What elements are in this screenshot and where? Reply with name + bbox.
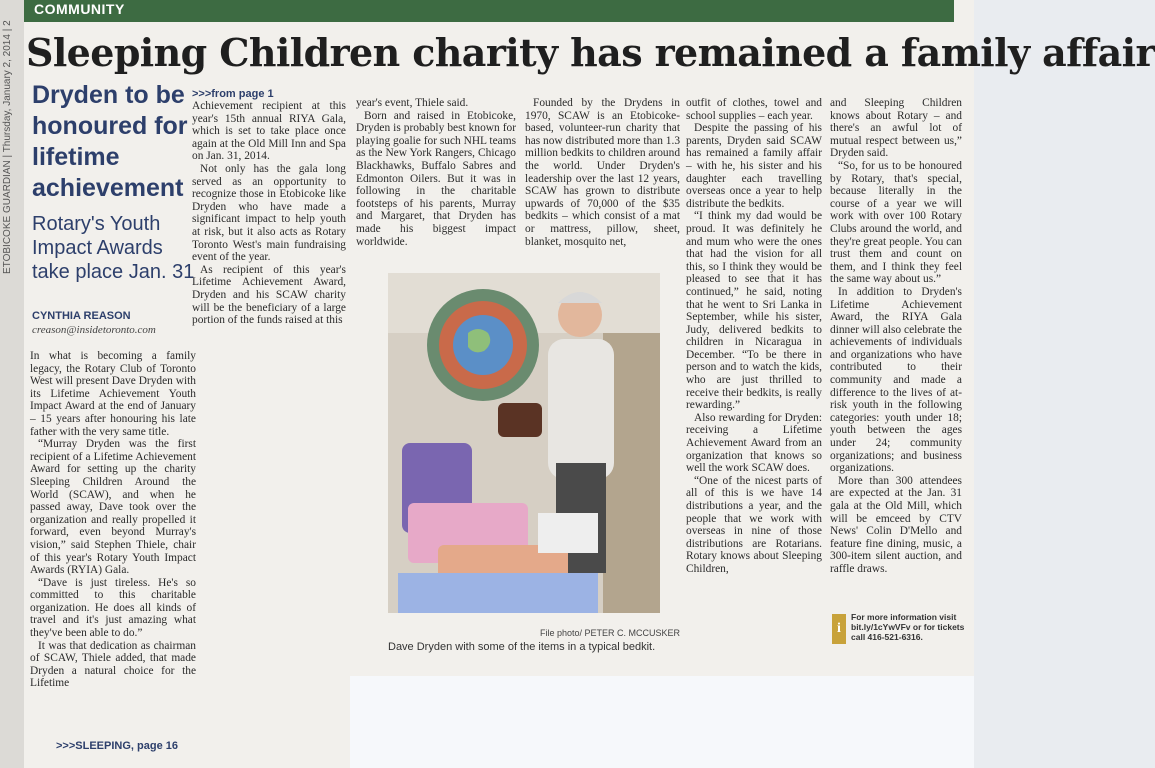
paragraph: “So, for us to be honoured by Rotary, that's special, because literally in the course of a year we will work with over 100 Rotary Clubs around the world, and they're great people. You can trust them and count on them, and I think they feel the same way about us.” — [830, 159, 962, 286]
subhead-primary: Dryden to be honoured for lifetime achievement — [32, 81, 188, 202]
article-column-3 — [356, 97, 516, 253]
article-column-4 — [525, 97, 680, 253]
article-photo — [388, 273, 660, 613]
info-icon: i — [832, 614, 846, 644]
paragraph: Born and raised in Etobicoke, Dryden is probably best known for playing goalie for such NHL teams as the New York Rangers, Chicago Blackhawks, Buffalo Sabres and Edmonton Oilers. But it was in following in the charitable footsteps of his parents, Murray and Margaret, that Dryden has made his biggest impact worldwide. — [356, 109, 516, 248]
page-background — [350, 676, 974, 768]
paragraph: “Murray Dryden was the first recipient of a Lifetime Achievement Award for setting up the charity Sleeping Children Around the World (SCAW), and when he passed away, Dave took over the organization and really propelled it forward, even beyond Murray's vision,” said Stephen Thiele, chair of this year's Rotary Youth Impact Awards (RYIA) Gala. — [30, 438, 196, 577]
paragraph: outfit of clothes, towel and school supplies – each year. — [686, 97, 822, 122]
paragraph: “I think my dad would be proud. It was definitely he and mum who were the ones that had the vision for all this, so I think they would be pleased to see that it has continued,” he said, noting that he went to Sri Lanka in September, while his sister, Judy, delivered bedkits to children in Nicaragua in December. “To be there in person and to watch the kids, who are just thrilled to receive their bedkits, is really rewarding.” — [686, 210, 822, 412]
byline: CYNTHIA REASON — [32, 310, 131, 322]
paragraph: Achievement recipient at this year's 15th annual RIYA Gala, which is set to take place once again at the Old Mill Inn and Spa on Jan. 31, 2014. — [192, 100, 346, 163]
subhead-secondary: Rotary's Youth Impact Awards take place Jan. 31 — [32, 213, 195, 283]
photo-caption: Dave Dryden with some of the items in a typical bedkit. — [388, 641, 656, 653]
headline: Sleeping Children charity has remained a family affair — [26, 30, 1155, 75]
paragraph: It was that dedication as chairman of SCAW, Thiele added, that made Dryden a natural choice for the Lifetime — [30, 639, 196, 690]
photo-credit: File photo/ PETER C. MCCUSKER — [540, 628, 681, 638]
jump-line: >>>SLEEPING, page 16 — [56, 740, 178, 752]
globe-wreath-decoration — [427, 289, 539, 401]
paragraph: In addition to Dryden's Lifetime Achievement Award, the RIYA Gala dinner will also celebrate the achievements of individuals and organizations who have contributed to their community and made a difference to the lives of at-risk youth in the following categories: youth under 18; youth between the ages under 24; community organizations; and business organizations. — [830, 285, 962, 475]
article-column-2 — [192, 100, 346, 352]
paragraph: As recipient of this year's Lifetime Achievement Award, Dryden and his SCAW charity will be the beneficiary of a large portion of the funds raised at this — [192, 263, 346, 327]
paragraph: Not only has the gala long served as an opportunity to recognize those in Etobicoke like Dryden who have made a significant impact to help youth at risk, but it also acts as Rotary Toronto West's main fundraising event of the year. — [192, 162, 346, 264]
paragraph: Despite the passing of his parents, Dryden said SCAW has remained a family affair – with he, his sister and his daughter each travelling overseas once a year to help distribute the bedkits. — [686, 122, 822, 210]
section-band — [24, 0, 954, 22]
paragraph: More than 300 attendees are expected at the Jan. 31 gala at the Old Mill, which will be emceed by CTV News' Colin D'Mello and feature fine dining, music, a 300-item silent auction, and raffle draws. — [830, 474, 962, 575]
paragraph: Founded by the Drydens in 1970, SCAW is an Etobicoke-based, volunteer-run charity that has now distributed more than 1.3 million bedkits to children around the world. Under Dryden's leadership over the last 12 years, SCAW has grown to distribute upwards of 70,000 of the $35 bedkits – which consist of a mat or mattress, pillow, sheet, blanket, mosquito net, — [525, 97, 681, 248]
section-label: COMMUNITY — [34, 1, 125, 17]
paragraph: year's event, Thiele said. — [356, 97, 469, 109]
article-column-5 — [686, 97, 822, 669]
paragraph: “Dave is just tireless. He's so committed to this charitable organization. He does all kinds of travel and it's just amazing what they've been able to do.” — [30, 576, 196, 640]
byline-email: creason@insidetoronto.com — [32, 324, 156, 336]
folio: ETOBICOKE GUARDIAN | Thursday, January 2, 2014 | 2 — [2, 20, 13, 274]
photo-illustration — [388, 273, 660, 613]
paragraph: “One of the nicest parts of all of this is we have 14 distributions a year, and the people that we work with overseas in nine of those distributions are Rotarians. Rotary knows about Sleeping Children, — [686, 474, 822, 575]
paragraph: In what is becoming a family legacy, the Rotary Club of Toronto West will present Dave Dryden with its Lifetime Achievement Youth Impact Award at the end of January – 15 years after honouring his late father with the very same title. — [30, 350, 196, 438]
jump-line: >>>from page 1 — [192, 88, 274, 100]
info-text: For more information visit bit.ly/1cYwVFv or for tickets call 416-521-6316. — [851, 612, 965, 642]
article-column-6 — [830, 97, 962, 607]
paragraph: and Sleeping Children knows about Rotary – and there's an awful lot of mutual respect between us,” Dryden said. — [830, 97, 962, 160]
article-column-1 — [30, 350, 196, 740]
paragraph: Also rewarding for Dryden: receiving a Lifetime Achievement Award from an organization that knows so well the work SCAW does. — [686, 411, 822, 475]
info-box — [832, 612, 965, 652]
